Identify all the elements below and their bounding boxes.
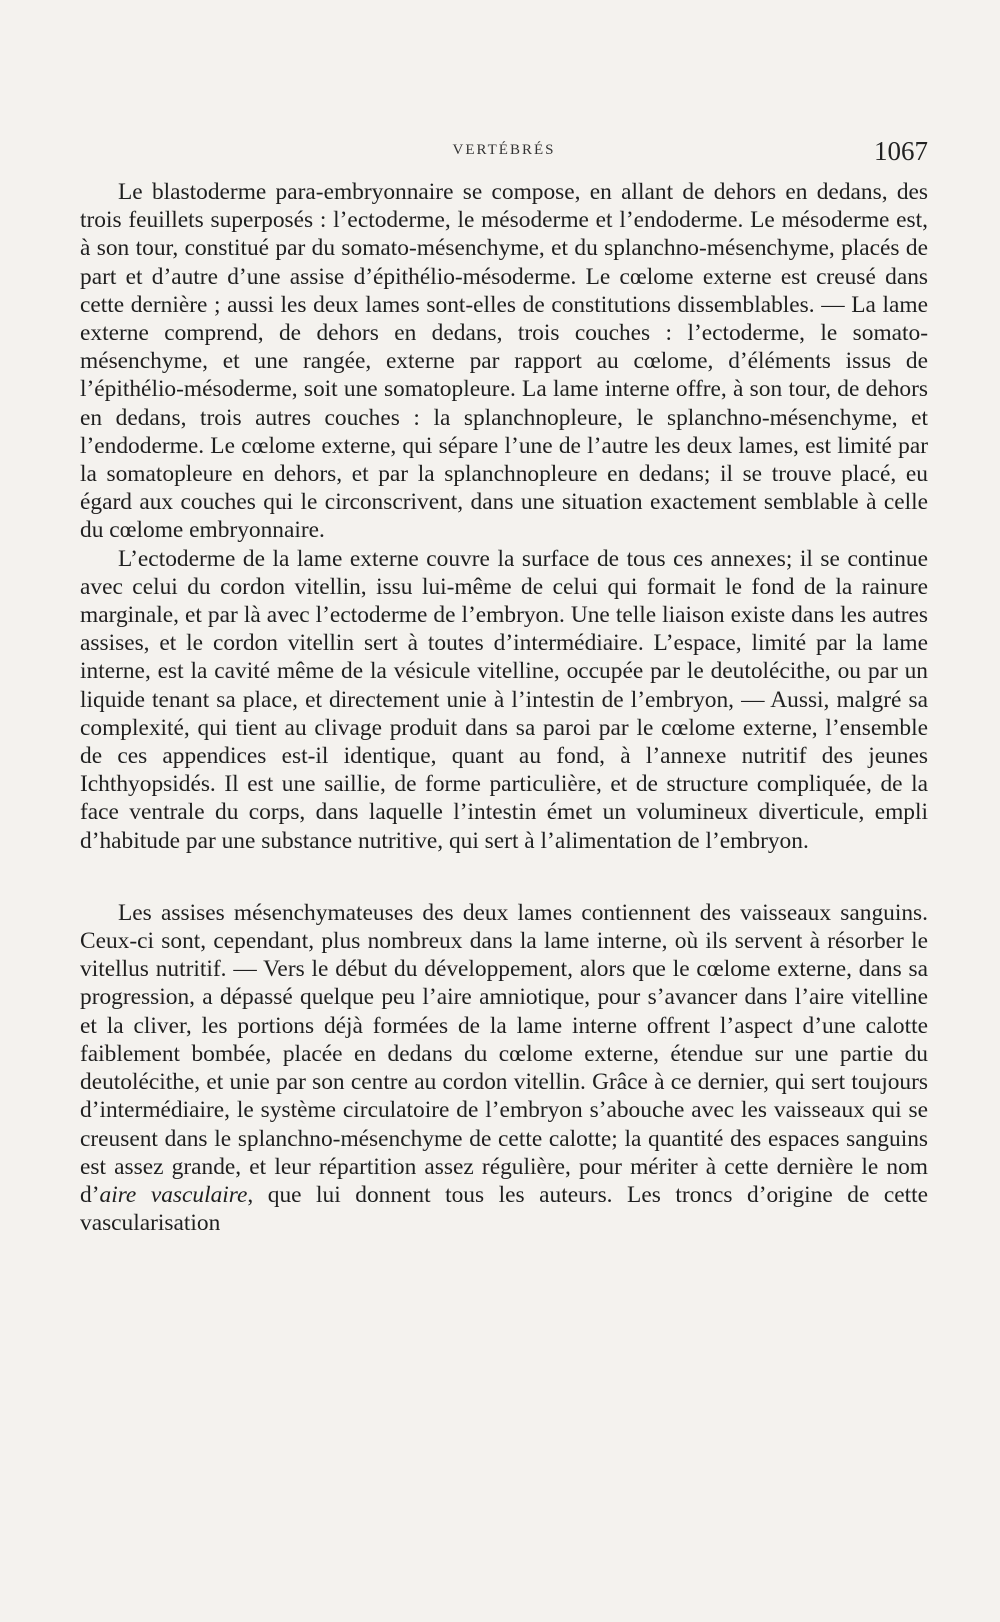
paragraph-3-text-start: Les assises mésenchymateuses des deux lames contiennent des vaisseaux sanguins. Ceux-ci sont, cependant, plus nombreux dans la lame interne, où ils servent à résorber le vitellus nutritif. — Vers le début du développement, alors que le cœlome externe, dans sa progression, a dépassé quelque peu l’aire amniotique, pour s’avancer dans l’aire vitelline et la cliver, les portions déjà formées de la lame interne offrent l’aspect d’une calotte faiblement bombée, placée en dedans du cœlome externe, étendue sur une partie du deutolécithe, et unie par son centre au cordon vitellin. Grâce à ce dernier, qui sert toujours d’intermédiaire, le système circulatoire de l’embryon s’abouche avec les vaisseaux qui se creusent dans le splanchno-mésenchyme de cette calotte; la quantité des espaces sanguins est assez grande, et leur répartition assez régulière, pour mériter à cette dernière le nom d’ xyxy=(80,899,928,1208)
running-title: VERTÉBRÉS xyxy=(452,142,556,158)
body-text xyxy=(80,178,928,1237)
paragraph-1: Le blastoderme para-embryonnaire se compose, en allant de dehors en dedans, des trois feuillets superposés : l’ectoderme, le mésoderme et l’endoderme. Le mésoderme est, à son tour, constitué par du somato-mésenchyme, et du splanchno-mésenchyme, placés de part et d’autre d’une assise d’épithélio-mésoderme. Le cœlome externe est creusé dans cette dernière ; aussi les deux lames sont-elles de constitutions dissemblables. — La lame externe comprend, de dehors en dedans, trois couches : l’ectoderme, le somato-mésenchyme, et une rangée, externe par rapport au cœlome, d’éléments issus de l’épithélio-mésoderme, soit une somatopleure. La lame interne offre, à son tour, de dehors en dedans, trois autres couches : la splanchnopleure, le splanchno-mésenchyme, et l’endoderme. Le cœlome externe, qui sépare l’une de l’autre les deux lames, est limité par la somatopleure en dehors, et par la splanchnopleure en dedans; il se trouve placé, eu égard aux couches qui le circonscrivent, dans une situation exactement semblable à celle du cœlome embryonnaire. xyxy=(80,179,928,544)
paragraph-2: L’ectoderme de la lame externe couvre la surface de tous ces annexes; il se continue avec celui du cordon vitellin, issu lui-même de celui qui formait le fond de la rainure marginale, et par là avec l’ectoderme de l’embryon. Une telle liaison existe dans les autres assises, et le cordon vitellin sert à toutes d’intermédiaire. L’espace, limité par la lame interne, est la cavité même de la vésicule vitelline, occupée par le deutolécithe, ou par un liquide tenant sa place, et directement unie à l’intestin de l’embryon, — Aussi, malgré sa complexité, qui tient au clivage produit dans sa paroi par le cœlome externe, l’ensemble de ces appendices est-il identique, quant au fond, à l’annexe nutritif des jeunes Ichthyopsidés. Il est une saillie, de forme particulière, et de structure compliquée, de la face ventrale du corps, dans laquelle l’intestin émet un volumineux diverticule, empli d’habitude par une substance nutritive, qui sert à l’alimentation de l’embryon. xyxy=(80,545,928,854)
running-head xyxy=(80,136,928,172)
page-number: 1067 xyxy=(874,136,928,166)
italic-term: aire vasculaire xyxy=(99,1181,248,1208)
paragraph-3 xyxy=(80,899,928,1237)
paragraph-3-text-end: , que lui donnent tous les auteurs. Les troncs d’origine de cette vascularisation xyxy=(80,1181,928,1237)
